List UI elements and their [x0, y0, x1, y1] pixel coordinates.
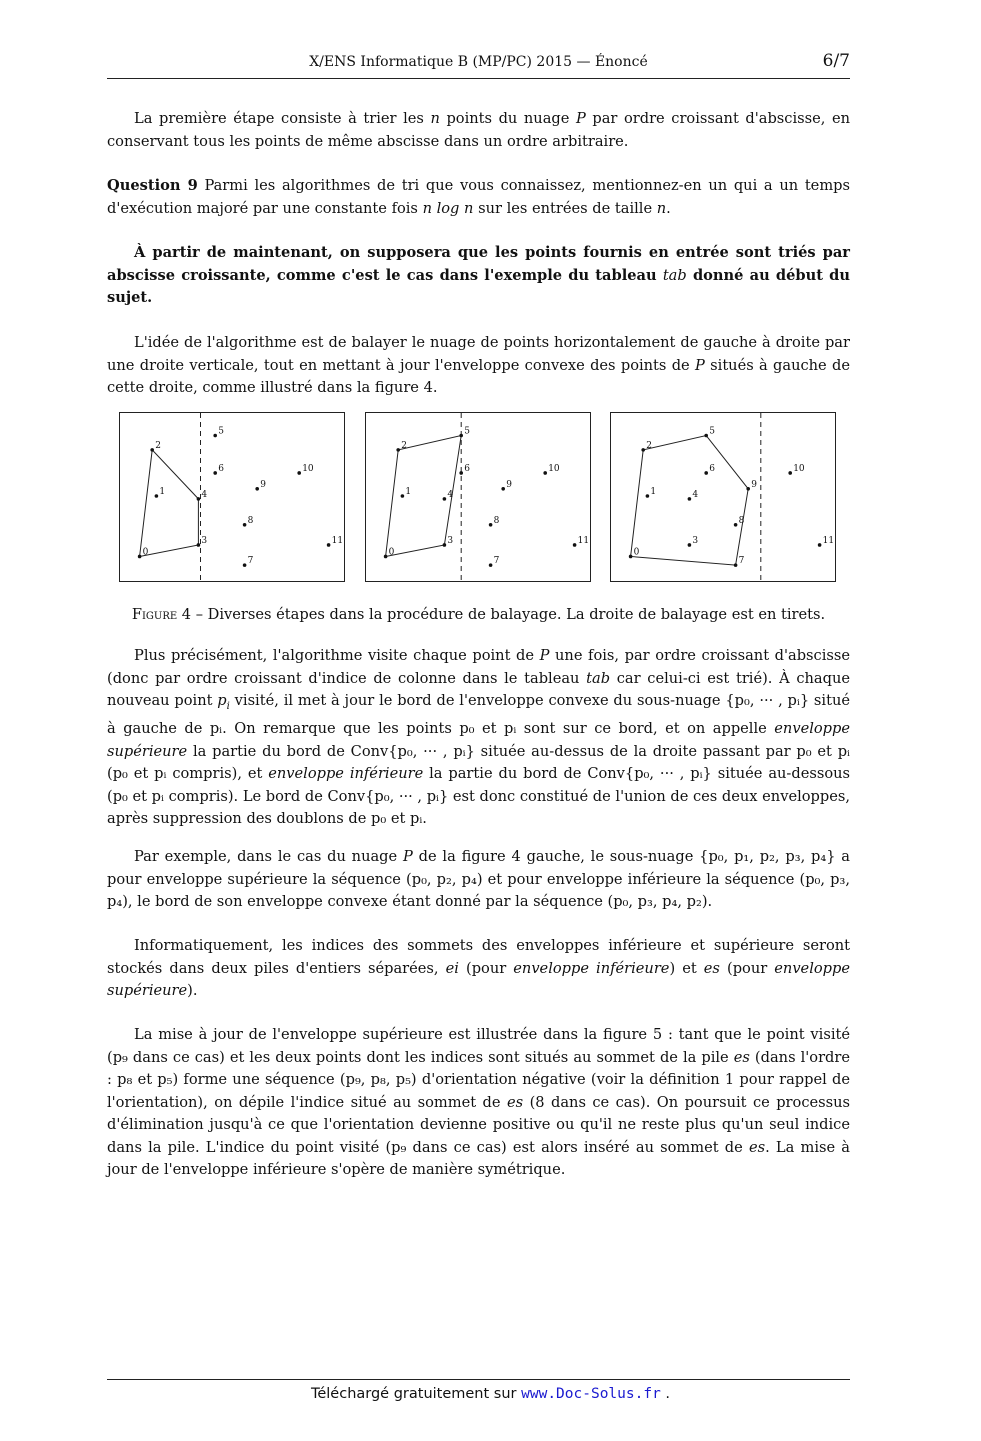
point-label-0: 0	[388, 547, 395, 558]
point-label-1: 1	[405, 487, 412, 497]
paragraph-sweep-idea: L'idée de l'algorithme est de balayer le nuage de points horizontalement de gauche à droite par une droite verticale, tout en mettant à jour l'enveloppe convexe des points de P situés à gauche de cette droite, comme illustré dans la figure 4.	[107, 334, 850, 396]
point-label-10: 10	[793, 463, 805, 474]
figure-panel-middle	[365, 412, 591, 582]
footer-link[interactable]: www.Doc-Solus.fr	[521, 1386, 661, 1402]
point-3	[688, 543, 692, 547]
point-label-4: 4	[201, 489, 208, 500]
point-4	[443, 497, 447, 501]
point-label-9: 9	[751, 479, 757, 490]
point-1	[401, 494, 405, 498]
point-label-10: 10	[548, 463, 560, 474]
point-6	[213, 471, 217, 475]
point-0	[629, 555, 633, 559]
panel-frame	[120, 413, 345, 582]
point-label-6: 6	[709, 463, 715, 474]
figure-panel-right	[610, 412, 836, 582]
paragraph-precise: Plus précisément, l'algorithme visite chaque point de P une fois, par ordre croissant d'abscisse (donc par ordre croissant d'indice de colonne dans le tableau tab car celui-ci est trié). À chaque nouveau point $p_i$ visité, il met à jour le bord de l'enveloppe convexe du sous-nuage {p₀, ··· , pᵢ} situé à gauche de pᵢ. On remarque que les points p₀ et pᵢ sont sur ce bord, et on appelle enveloppe supérieure la partie du bord de Conv{p₀, ··· , pᵢ} située au-dessus de la droite passant par p₀ et pᵢ (p₀ et pᵢ compris), et enveloppe inférieure la partie du bord de Conv{p₀, ··· , pᵢ} située au-dessous (p₀ et pᵢ compris). Le bord de Conv{p₀, ··· , pᵢ} est donc constitué de l'union de ces deux enveloppes, après suppression des doublons de p₀ et pᵢ.	[107, 647, 851, 828]
point-1	[155, 494, 159, 498]
point-label-5: 5	[218, 426, 224, 437]
hull-polygon	[140, 450, 199, 557]
point-label-2: 2	[155, 440, 161, 451]
point-11	[573, 543, 577, 547]
point-label-3: 3	[692, 535, 699, 546]
point-label-1: 1	[159, 487, 166, 497]
point-label-7: 7	[247, 556, 254, 567]
question-label: Question 9	[107, 177, 198, 194]
figure-caption: Figure 4 – Diverses étapes dans la procédure de balayage. La droite de balayage est en tirets.	[131, 606, 826, 623]
point-label-11: 11	[331, 535, 344, 546]
point-label-11: 11	[577, 535, 590, 546]
point-7	[243, 563, 247, 567]
paragraph-example: Par exemple, dans le cas du nuage P de la figure 4 gauche, le sous-nuage {p₀, p₁, p₂, p₃, p₄} a pour enveloppe supérieure la séquence (p₀, p₂, p₄) et pour enveloppe inférieure la séquence (p₀, p₃, p₄), le bord de son enveloppe convexe étant donné par la séquence (p₀, p₃, p₄, p₂).	[107, 848, 851, 910]
point-10	[543, 471, 547, 475]
point-label-2: 2	[401, 440, 407, 451]
point-label-7: 7	[493, 556, 500, 567]
paragraph-update: La mise à jour de l'enveloppe supérieure est illustrée dans la figure 5 : tant que le point visité (p₉ dans ce cas) et les deux points dont les indices sont situés au sommet de la pile es (dans l'ordre : p₈ et p₅) forme une séquence (p₉, p₈, p₅) d'orientation négative (voir la définition 1 pour rappel de l'orientation), on dépile l'indice situé au sommet de es (8 dans ce cas). On poursuit ce processus d'élimination jusqu'à ce que l'orientation devienne positive ou qu'il ne reste plus qu'un seul indice dans la pile. L'indice du point visité (p₉ dans ce cas) est alors inséré au sommet de es. La mise à jour de l'enveloppe inférieure s'opère de manière symétrique.	[107, 1026, 851, 1178]
point-label-5: 5	[464, 426, 470, 437]
page-header	[107, 51, 850, 79]
paragraph-intro: La première étape consiste à trier les n points du nuage P par ordre croissant d'abscisse, en conservant tous les points de même abscisse dans un ordre arbitraire.	[107, 110, 850, 150]
point-10	[788, 471, 792, 475]
page-footer: Téléchargé gratuitement sur www.Doc-Solus.fr .	[310, 1386, 671, 1402]
point-label-6: 6	[218, 463, 224, 474]
point-2	[641, 448, 645, 452]
page-number: 6/7	[822, 51, 850, 71]
point-11	[327, 543, 331, 547]
point-6	[704, 471, 708, 475]
point-5	[213, 434, 217, 438]
point-3	[443, 543, 447, 547]
point-label-8: 8	[738, 515, 745, 526]
panel-frame	[366, 413, 591, 582]
point-label-5: 5	[709, 426, 715, 437]
point-10	[297, 471, 301, 475]
point-9	[255, 487, 259, 491]
point-label-3: 3	[447, 535, 454, 546]
point-label-4: 4	[447, 489, 454, 500]
point-7	[734, 563, 738, 567]
point-label-10: 10	[302, 463, 314, 474]
point-label-4: 4	[692, 489, 699, 500]
point-0	[384, 555, 388, 559]
point-9	[746, 487, 750, 491]
point-label-2: 2	[646, 440, 652, 451]
figure-4	[107, 412, 850, 586]
point-8	[489, 523, 493, 527]
point-1	[646, 494, 650, 498]
point-label-7: 7	[738, 556, 745, 567]
point-5	[459, 434, 463, 438]
paragraph-stacks: Informatiquement, les indices des sommets des enveloppes inférieure et supérieure seront stockés dans deux piles d'entiers séparées, ei (pour enveloppe inférieure) et es (pour enveloppe supérieure).	[107, 937, 850, 999]
point-5	[704, 434, 708, 438]
point-label-8: 8	[493, 515, 500, 526]
point-8	[734, 523, 738, 527]
point-3	[197, 543, 201, 547]
point-2	[396, 448, 400, 452]
point-label-11: 11	[822, 535, 835, 546]
figure-panel-left	[119, 412, 345, 582]
point-7	[489, 563, 493, 567]
point-6	[459, 471, 463, 475]
point-9	[501, 487, 505, 491]
footer-rule	[107, 1379, 850, 1380]
question-9: Question 9 Parmi les algorithmes de tri que vous connaissez, mentionnez-en un qui a un temps d'exécution majoré par une constante fois n log n sur les entrées de taille n.	[107, 177, 850, 217]
bold-assumption: À partir de maintenant, on supposera que les points fournis en entrée sont triés par abscisse croissante, comme c'est le cas dans l'exemple du tableau tab donné au début du sujet.	[107, 244, 850, 306]
point-label-9: 9	[506, 479, 512, 490]
point-0	[138, 555, 142, 559]
point-8	[243, 523, 247, 527]
point-11	[818, 543, 822, 547]
point-label-0: 0	[633, 547, 640, 558]
point-label-9: 9	[260, 479, 266, 490]
point-4	[688, 497, 692, 501]
point-2	[150, 448, 154, 452]
point-label-3: 3	[201, 535, 208, 546]
point-4	[197, 497, 201, 501]
header-title: X/ENS Informatique B (MP/PC) 2015 — Énoncé	[309, 54, 648, 70]
panel-frame	[611, 413, 836, 582]
point-label-8: 8	[247, 515, 254, 526]
point-label-0: 0	[142, 547, 149, 558]
point-label-6: 6	[464, 463, 470, 474]
point-label-1: 1	[650, 487, 657, 497]
